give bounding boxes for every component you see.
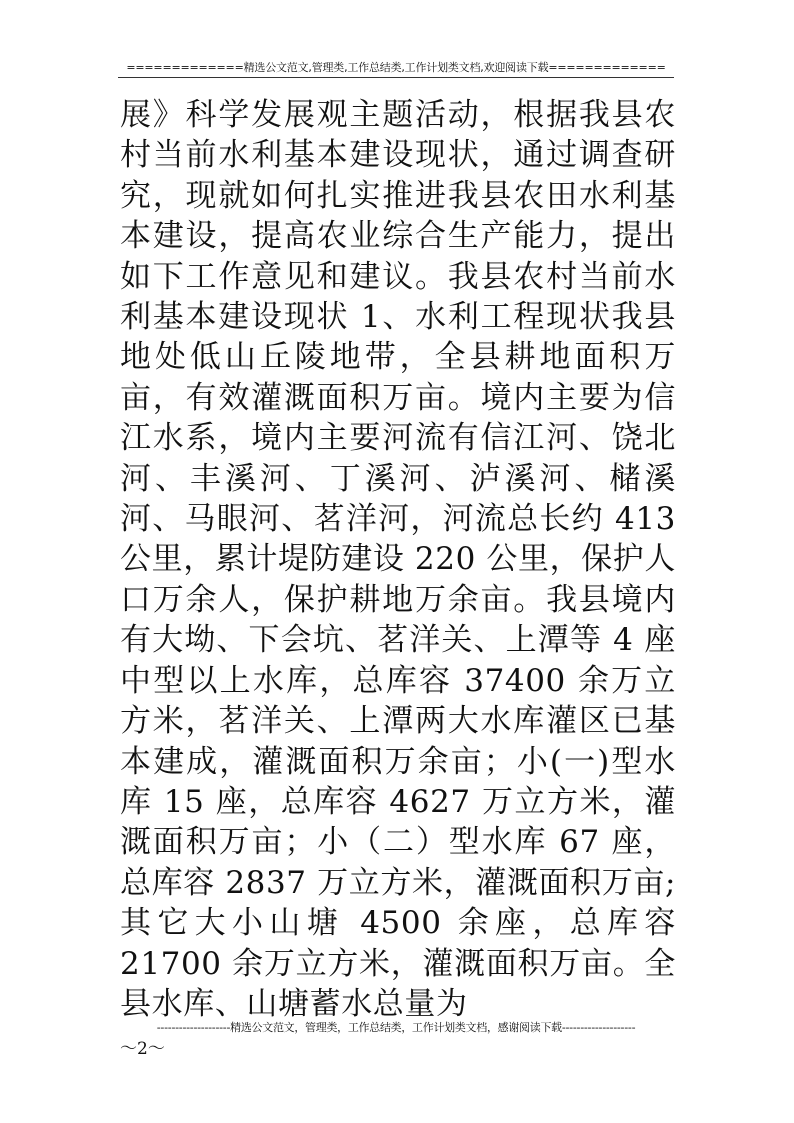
header-divider [118,77,674,78]
page-footer: --------------------精选公文范文，管理类，工作总结类，工作计划类文档，感谢阅读下载-------------------- [156,1021,636,1034]
page-number: ～2～ [120,1039,165,1059]
page-header: =============精选公文范文,管理类,工作总结类,工作计划类文档,欢迎阅读下载============= [126,61,666,74]
document-body-text: 展》科学发展观主题活动，根据我县农村当前水利基本建设现状，通过调查研究，现就如何扎实推进我县农田水利基本建设，提高农业综合生产能力，提出如下工作意见和建议。我县农村当前水利基本建设现状 1、水利工程现状我县地处低山丘陵地带，全县耕地面积万亩，有效灌溉面积万亩。境内主要为信江水系，境内主要河流有信江河、饶北河、丰溪河、丁溪河、泸溪河、槠溪河、马眼河、茗洋河，河流总长约 413 公里，累计堤防建设 220 公里，保护人口万余人，保护耕地万余亩。我县境内有大坳、下会坑、茗洋关、上潭等 4 座中型以上水库，总库容 37400 余万立方米，茗洋关、上潭两大水库灌区已基本建成，灌溉面积万余亩；小(一)型水库 15 座，总库容 4627 万立方米，灌溉面积万亩；小（二）型水库 67 座，总库容 2837 万立方米，灌溉面积万亩; 其它大小山塘 4500 余座，总库容 21700 余万立方米，灌溉面积万亩。全县水库、山塘蓄水总量为 [120,97,676,1022]
